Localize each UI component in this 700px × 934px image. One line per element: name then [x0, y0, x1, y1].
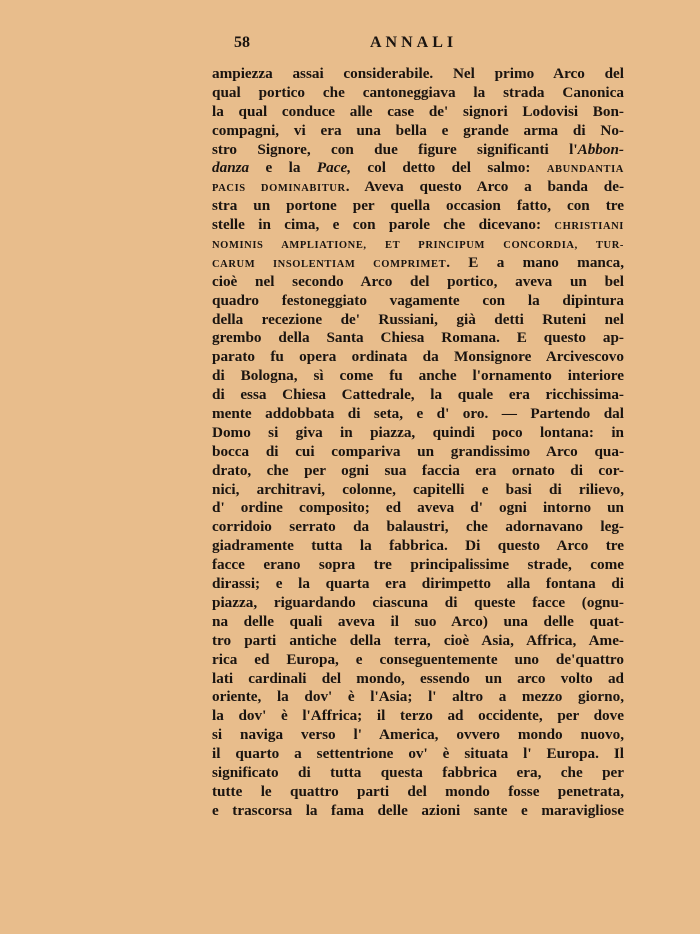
running-head: ANNALI: [370, 34, 458, 51]
text-run: nici, architravi, colonne, capitelli e basi di rilievo,: [212, 480, 624, 498]
small-caps-text: ABUNDANTIA: [546, 164, 624, 176]
text-run: rica ed Europa, e conseguentemente uno de'quattro: [212, 650, 624, 668]
small-caps-text: PACIS DOMINABITUR: [212, 183, 346, 195]
text-line: [212, 613, 624, 632]
text-line: [212, 292, 624, 311]
text-line: [212, 386, 624, 405]
text-line: [212, 575, 624, 594]
text-run: piazza, riguardando ciascuna di queste facce (ognu-: [212, 593, 624, 611]
text-line: [212, 65, 624, 84]
text-line: [212, 670, 624, 689]
text-line: [212, 481, 624, 500]
text-run: e la: [249, 159, 317, 177]
text-line: [212, 556, 624, 575]
text-run: dirassi; e la quarta era dirimpetto alla fontana di: [212, 575, 624, 593]
text-run: grembo della Santa Chiesa Romana. E questo ap-: [212, 329, 624, 347]
text-run: oriente, la dov' è l'Asia; l' altro a mezzo giorno,: [212, 688, 624, 706]
text-line: [212, 462, 624, 481]
text-run: di Bologna, sì come fu anche l'ornamento interiore: [212, 367, 624, 385]
page-header: [212, 34, 624, 58]
text-run: bocca di cui compariva un grandissimo Arco qua-: [212, 442, 624, 460]
text-run: giadramente tutta la fabbrica. Di questo Arco tre: [212, 537, 624, 555]
text-run: il quarto a settentrione ov' è situata l' Europa. Il: [212, 745, 624, 763]
text-line: [212, 348, 624, 367]
text-run: . Aveva questo Arco a banda de-: [345, 178, 624, 196]
text-line: [212, 632, 624, 651]
small-caps-text: CHRISTIANI: [554, 221, 624, 233]
text-run: lati cardinali del mondo, essendo un arco volto ad: [212, 669, 624, 687]
text-run: na delle quali aveva il suo Arco) una delle quat-: [212, 612, 624, 630]
text-line: [212, 159, 624, 178]
text-line: [212, 518, 624, 537]
text-run: d' ordine composito; ed aveva d' ogni intorno un: [212, 499, 624, 517]
text-run: della recezione de' Russiani, già detti Ruteni nel: [212, 310, 624, 328]
body-text: [212, 65, 624, 821]
text-line: [212, 651, 624, 670]
text-run: si naviga verso l' America, ovvero mondo nuovo,: [212, 726, 624, 744]
text-run: corridoio serrato da balaustri, che adornavano leg-: [212, 518, 624, 536]
text-run: col detto del salmo:: [351, 159, 547, 177]
text-line: [212, 443, 624, 462]
text-line: [212, 367, 624, 386]
text-line: [212, 783, 624, 802]
text-run: mente addobbata di seta, e d' oro. — Partendo dal: [212, 405, 624, 423]
text-line: [212, 726, 624, 745]
text-run: cioè nel secondo Arco del portico, aveva un bel: [212, 272, 624, 290]
text-run: tutte le quattro parti del mondo fosse penetrata,: [212, 782, 624, 800]
text-line: [212, 499, 624, 518]
text-run: ampiezza assai considerabile. Nel primo Arco del: [212, 65, 624, 82]
text-run: di essa Chiesa Cattedrale, la quale era ricchissima-: [212, 386, 624, 404]
text-run: stelle in cima, e con parole che dicevano:: [212, 216, 555, 234]
text-line: [212, 197, 624, 216]
text-line: [212, 802, 624, 821]
page-number: 58: [234, 34, 250, 51]
text-line: [212, 178, 624, 197]
text-line: [212, 424, 624, 443]
small-caps-text: NOMINIS AMPLIATIONE, ET PRINCIPUM CONCORDIA, TUR-: [212, 240, 624, 252]
text-line: [212, 764, 624, 783]
italic-text: danza: [212, 159, 250, 177]
text-run: stro Signore, con due figure significanti l': [212, 140, 578, 158]
text-line: [212, 311, 624, 330]
text-line: [212, 235, 624, 254]
text-run: e trascorsa la fama delle azioni sante e maravigliose: [212, 801, 624, 819]
text-line: [212, 405, 624, 424]
text-run: compagni, vi era una bella e grande arma di No-: [212, 121, 624, 139]
text-run: la qual conduce alle case de' signori Lodovisi Bon-: [212, 102, 624, 120]
text-line: [212, 273, 624, 292]
text-line: [212, 688, 624, 707]
small-caps-text: CARUM INSOLENTIAM COMPRIMET: [212, 258, 447, 270]
text-line: [212, 707, 624, 726]
text-run: significato di tutta questa fabbrica era, che per: [212, 763, 624, 781]
italic-text: Abbon-: [577, 140, 624, 158]
text-line: [212, 254, 624, 273]
text-line: [212, 745, 624, 764]
text-line: [212, 329, 624, 348]
text-line: [212, 594, 624, 613]
text-run: . E a mano manca,: [446, 253, 624, 271]
text-line: [212, 216, 624, 235]
text-run: facce erano sopra tre principalissime strade, come: [212, 556, 624, 574]
text-line: [212, 84, 624, 103]
text-run: qual portico che cantoneggiava la strada Canonica: [212, 83, 624, 101]
text-run: drato, che per ogni sua faccia era ornato di cor-: [212, 461, 624, 479]
text-line: [212, 103, 624, 122]
text-line: [212, 122, 624, 141]
italic-text: Pace,: [316, 159, 351, 177]
text-run: la dov' è l'Affrica; il terzo ad occidente, per dove: [212, 707, 624, 725]
text-run: tro parti antiche della terra, cioè Asia, Affrica, Ame-: [212, 631, 624, 649]
text-run: quadro festoneggiato vagamente con la dipintura: [212, 291, 624, 309]
text-run: parato fu opera ordinata da Monsignore Arcivescovo: [212, 348, 624, 366]
text-line: [212, 141, 624, 160]
text-line: [212, 537, 624, 556]
text-run: Domo si giva in piazza, quindi poco lontana: in: [212, 423, 624, 441]
text-run: stra un portone per quella occasion fatto, con tre: [212, 197, 624, 215]
